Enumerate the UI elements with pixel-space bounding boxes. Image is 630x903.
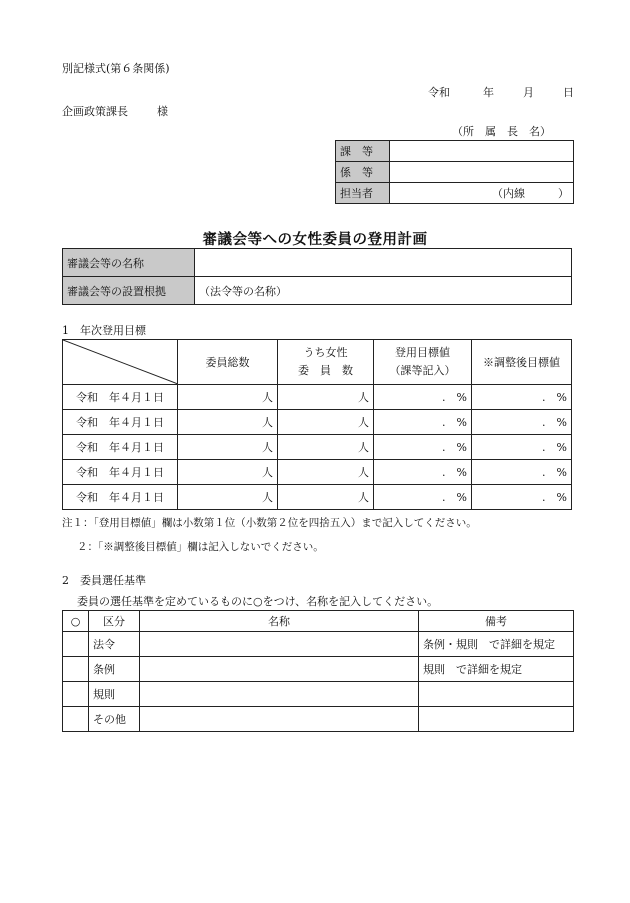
- adjusted-field: . %: [472, 385, 572, 410]
- table-row: [63, 707, 574, 732]
- header-target-line2: （課等記入）: [389, 364, 456, 377]
- row-date: 令和 年４月１日: [63, 460, 178, 485]
- total-field[interactable]: 人: [178, 410, 278, 435]
- table-row: [63, 460, 572, 485]
- contact-label: 課 等: [336, 141, 390, 162]
- council-name-label: 審議会等の名称: [63, 249, 195, 277]
- name-field[interactable]: [140, 632, 419, 657]
- category-label: 法令: [89, 632, 140, 657]
- name-field[interactable]: [140, 682, 419, 707]
- annual-target-header: [63, 340, 572, 385]
- addressee: [62, 103, 168, 119]
- council-name-field[interactable]: [195, 249, 572, 277]
- council-basis-field[interactable]: （法令等の名称）: [195, 277, 572, 305]
- remarks-field[interactable]: 規則 で詳細を規定: [419, 657, 574, 682]
- name-field[interactable]: [140, 657, 419, 682]
- date-day: 日: [563, 86, 574, 99]
- remarks-field[interactable]: [419, 707, 574, 732]
- target-field[interactable]: . %: [374, 385, 472, 410]
- adjusted-field: . %: [472, 460, 572, 485]
- council-info-table: [62, 248, 572, 305]
- header-women-line1: うち女性: [303, 346, 348, 359]
- women-field[interactable]: 人: [278, 460, 374, 485]
- contact-row-person: [336, 183, 574, 204]
- target-field[interactable]: . %: [374, 435, 472, 460]
- table-row: [63, 632, 574, 657]
- contact-label: 係 等: [336, 162, 390, 183]
- header-category: 区分: [89, 611, 140, 632]
- diagonal-line: [63, 340, 178, 384]
- total-field[interactable]: 人: [178, 460, 278, 485]
- header-adjusted: ※調整後目標値: [472, 340, 572, 385]
- section1-heading: 1 年次登用目標: [62, 324, 146, 337]
- target-field[interactable]: . %: [374, 485, 472, 510]
- note-1: 注１：「登用目標値」欄は小数第１位（小数第２位を四捨五入）まで記入してください。: [62, 517, 477, 529]
- women-field[interactable]: 人: [278, 410, 374, 435]
- category-label: 規則: [89, 682, 140, 707]
- table-row: [63, 682, 574, 707]
- date-line: [428, 84, 574, 100]
- contact-row-section: [336, 141, 574, 162]
- document-title: 審議会等への女性委員の登用計画: [202, 231, 428, 248]
- contact-extension-field[interactable]: （内線 ）: [390, 183, 574, 204]
- diagonal-header-cell: [63, 340, 178, 385]
- header-women: [278, 340, 374, 385]
- selection-criteria-table: [62, 610, 574, 732]
- date-year: 年: [483, 86, 494, 99]
- contact-label: 担当者: [336, 183, 390, 204]
- table-row: [63, 435, 572, 460]
- contact-value-field[interactable]: [390, 141, 574, 162]
- contact-row-subsection: [336, 162, 574, 183]
- remarks-field[interactable]: 条例・規則 で詳細を規定: [419, 632, 574, 657]
- table-row: [63, 410, 572, 435]
- total-field[interactable]: 人: [178, 485, 278, 510]
- annual-target-table: [62, 339, 572, 510]
- mark-field[interactable]: [63, 707, 89, 732]
- note-2: ２：「※調整後目標値」欄は記入しないでください。: [77, 541, 324, 553]
- contact-value-field[interactable]: [390, 162, 574, 183]
- mark-field[interactable]: [63, 657, 89, 682]
- header-women-line2: 委 員 数: [298, 364, 353, 377]
- table-row: [63, 385, 572, 410]
- council-basis-label: 審議会等の設置根拠: [63, 277, 195, 305]
- council-basis-row: [63, 277, 572, 305]
- addressee-name: 企画政策課長: [62, 105, 128, 118]
- date-month: 月: [523, 86, 534, 99]
- header-target: [374, 340, 472, 385]
- header-target-line1: 登用目標値: [395, 346, 450, 359]
- category-label: その他: [89, 707, 140, 732]
- table-row: [63, 485, 572, 510]
- addressee-suffix: 様: [157, 105, 168, 118]
- sender-title: （所 属 長 名）: [452, 125, 551, 138]
- adjusted-field: . %: [472, 435, 572, 460]
- form-label: 別記様式(第６条関係): [62, 62, 170, 75]
- mark-field[interactable]: [63, 632, 89, 657]
- contact-table: [335, 140, 574, 204]
- adjusted-field: . %: [472, 410, 572, 435]
- women-field[interactable]: 人: [278, 385, 374, 410]
- row-date: 令和 年４月１日: [63, 485, 178, 510]
- section2-instruction: 委員の選任基準を定めているものに○をつけ、名称を記入してください。: [77, 595, 439, 608]
- target-field[interactable]: . %: [374, 410, 472, 435]
- total-field[interactable]: 人: [178, 385, 278, 410]
- remarks-field[interactable]: [419, 682, 574, 707]
- criteria-header: [63, 611, 574, 632]
- women-field[interactable]: 人: [278, 485, 374, 510]
- women-field[interactable]: 人: [278, 435, 374, 460]
- row-date: 令和 年４月１日: [63, 385, 178, 410]
- table-row: [63, 657, 574, 682]
- section2-heading: 2 委員選任基準: [62, 574, 146, 587]
- header-mark: ○: [63, 611, 89, 632]
- total-field[interactable]: 人: [178, 435, 278, 460]
- header-name: 名称: [140, 611, 419, 632]
- council-name-row: [63, 249, 572, 277]
- adjusted-field: . %: [472, 485, 572, 510]
- mark-field[interactable]: [63, 682, 89, 707]
- row-date: 令和 年４月１日: [63, 435, 178, 460]
- date-era: 令和: [428, 86, 450, 99]
- header-total: 委員総数: [178, 340, 278, 385]
- target-field[interactable]: . %: [374, 460, 472, 485]
- name-field[interactable]: [140, 707, 419, 732]
- row-date: 令和 年４月１日: [63, 410, 178, 435]
- category-label: 条例: [89, 657, 140, 682]
- header-remarks: 備考: [419, 611, 574, 632]
